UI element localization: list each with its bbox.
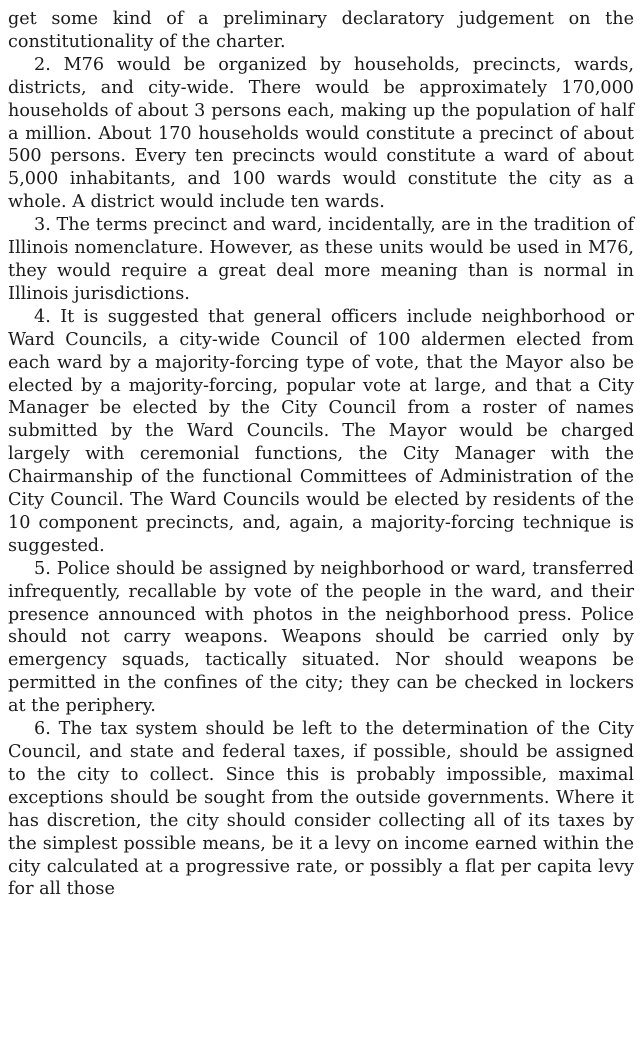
paragraph-item-3: 3. The terms precinct and ward, incidentally, are in the tradition of Illinois nomenclature. However, as these units would be used in M76, they would require a great deal more meaning than is normal in Illinois jurisdictions.	[8, 215, 634, 304]
paragraph-item-4: 4. It is suggested that general officers include neighborhood or Ward Councils, a city-wide Council of 100 aldermen elected from each ward by a majority-forcing type of vote, that the Mayor also be elected by a majority-forcing, popular vote at large, and that a City Manager be elected by the City Council from a roster of names submitted by the Ward Councils. The Mayor would be charged largely with ceremonial functions, the City Manager with the Chairmanship of the functional Committees of Administration of the City Council. The Ward Councils would be elected by residents of the 10 component precincts, and, again, a majority-forcing technique is suggested.	[8, 306, 634, 556]
paragraph-item-6: 6. The tax system should be left to the determination of the City Council, and state and federal taxes, if possible, should be assigned to the city to collect. Since this is probably impossible, maximal exceptions should be sought from the outside governments. Where it has discretion, the city should consider collecting all of its taxes by the simplest possible means, be it a levy on income earned within the city calculated at a progressive rate, or possibly a flat per capita levy for all those	[8, 719, 634, 900]
paragraph-item-5: 5. Police should be assigned by neighborhood or ward, transferred infrequently, recallable by vote of the people in the ward, and their presence announced with photos in the neighborhood press. Police should not carry weapons. Weapons should be carried only by emergency squads, tactically situated. Nor should weapons be permitted in the confines of the city; they can be checked in lockers at the periphery.	[8, 558, 634, 717]
paragraph-continuation: get some kind of a preliminary declaratory judgement on the constitutionality of the charter.	[8, 9, 634, 52]
paragraph-item-2: 2. M76 would be organized by households, precincts, wards, districts, and city-wide. There would be approximately 170,000 households of about 3 persons each, making up the population of half a million. About 170 households would constitute a precinct of about 500 persons. Every ten precincts would constitute a ward of about 5,000 inhabitants, and 100 wards would constitute the city as a whole. A district would include ten wards.	[8, 54, 634, 213]
